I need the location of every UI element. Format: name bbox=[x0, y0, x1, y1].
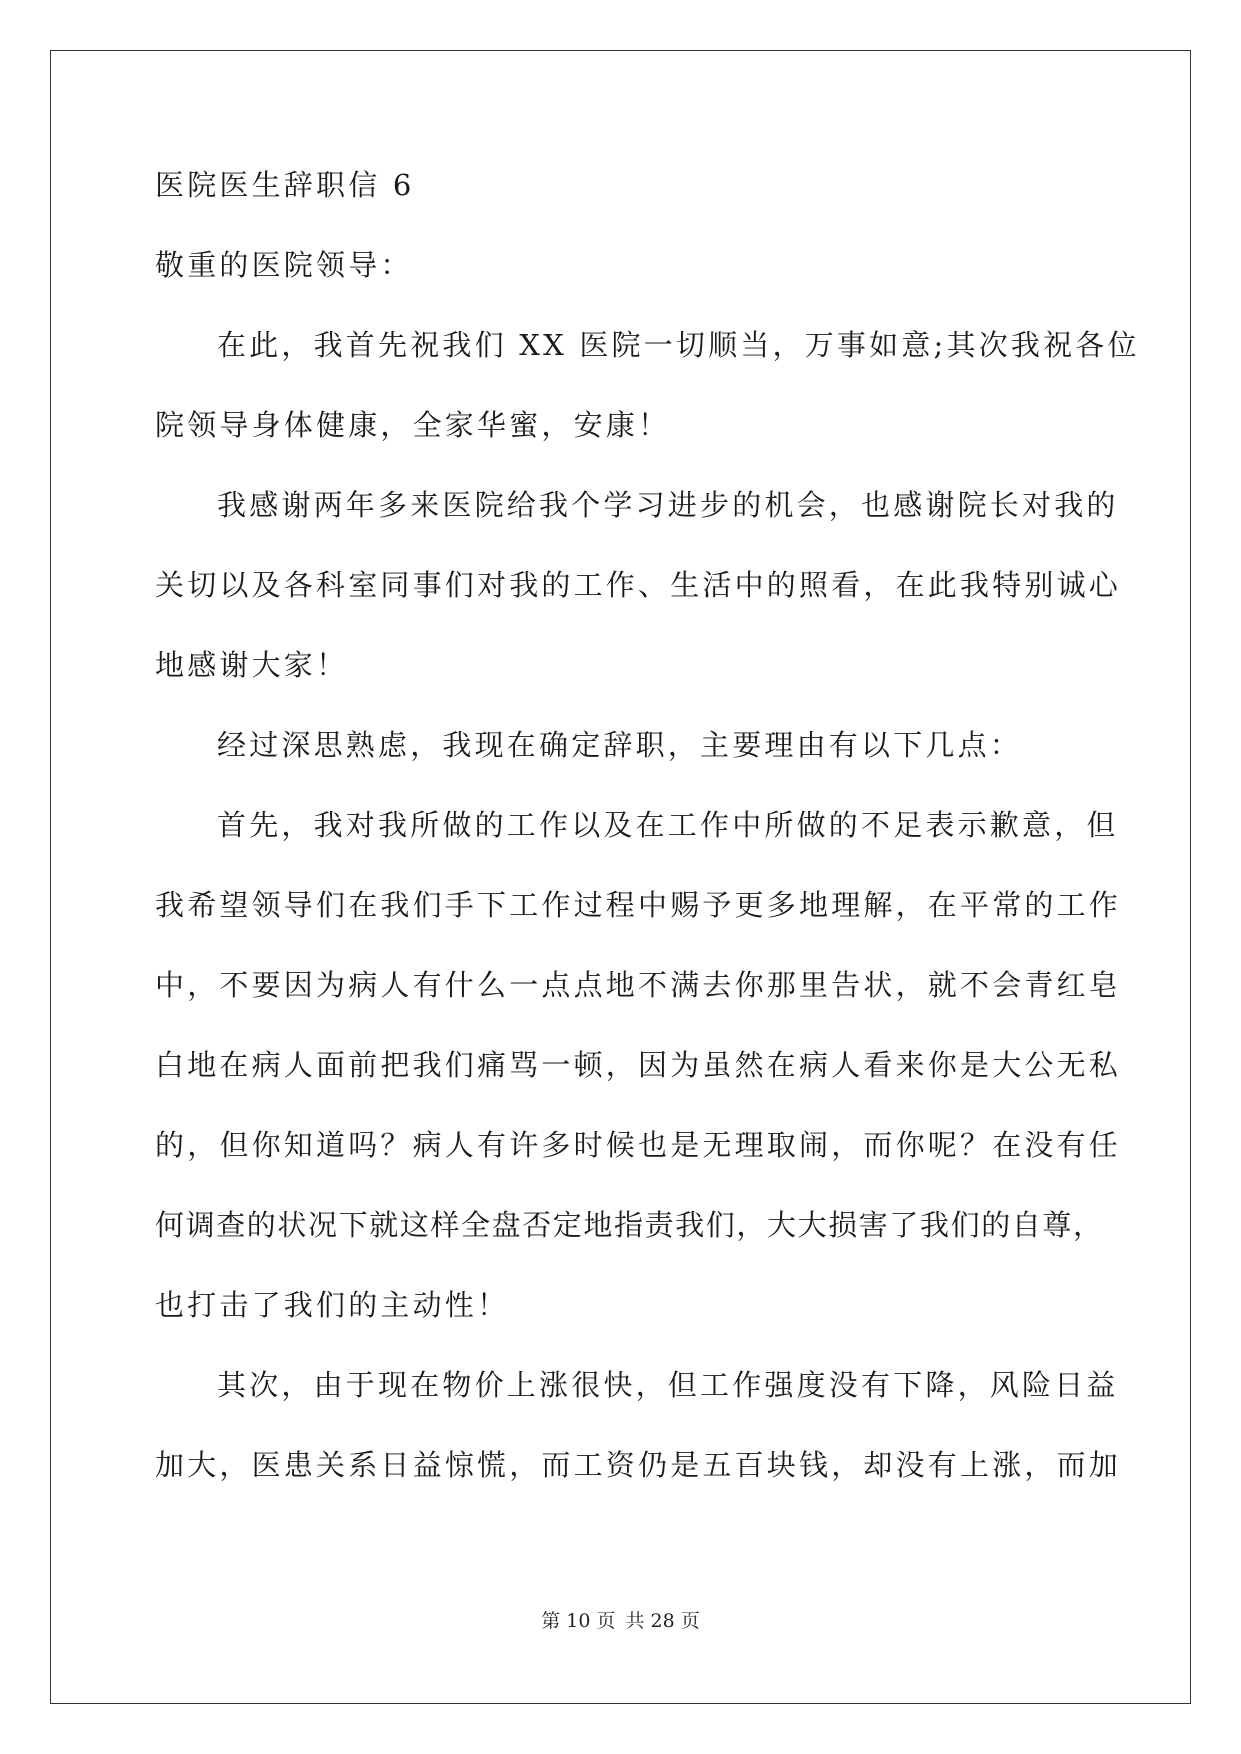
page-number: 第 10 页 bbox=[541, 1610, 616, 1632]
salutation: 敬重的医院领导： bbox=[155, 248, 413, 282]
document-title: 医院医生辞职信 6 bbox=[155, 168, 415, 202]
paragraph-line: 其次，由于现在物价上涨很快，但工作强度没有下降，风险日益 bbox=[217, 1368, 1119, 1402]
paragraph-line: 白地在病人面前把我们痛骂一顿，因为虽然在病人看来你是大公无私 bbox=[155, 1048, 1122, 1082]
paragraph-line: 加大，医患关系日益惊慌，而工资仍是五百块钱，却没有上涨，而加 bbox=[155, 1448, 1122, 1482]
paragraph-line: 我感谢两年多来医院给我个学习进步的机会，也感谢院长对我的 bbox=[217, 488, 1119, 522]
paragraph-line: 经过深思熟虑，我现在确定辞职，主要理由有以下几点： bbox=[217, 728, 1023, 762]
paragraph-line: 关切以及各科室同事们对我的工作、生活中的照看，在此我特别诚心 bbox=[155, 568, 1122, 602]
document-body bbox=[155, 165, 1140, 1525]
paragraph-line: 何调查的状况下就这样全盘否定地指责我们，大大损害了我们的自尊， bbox=[155, 1208, 1104, 1242]
paragraph-line: 的，但你知道吗？病人有许多时候也是无理取闹，而你呢？在没有任 bbox=[155, 1128, 1122, 1162]
paragraph-line: 院领导身体健康，全家华蜜，安康！ bbox=[155, 408, 671, 442]
paragraph-line: 我希望领导们在我们手下工作过程中赐予更多地理解，在平常的工作 bbox=[155, 888, 1122, 922]
paragraph-line: 中，不要因为病人有什么一点点地不满去你那里告状，就不会青红皂 bbox=[155, 968, 1122, 1002]
page-footer bbox=[0, 1609, 1241, 1633]
paragraph-line: 也打击了我们的主动性！ bbox=[155, 1288, 510, 1322]
paragraph-line: 地感谢大家！ bbox=[155, 648, 349, 682]
paragraph-line: 首先，我对我所做的工作以及在工作中所做的不足表示歉意，但 bbox=[217, 808, 1119, 842]
paragraph-line: 在此，我首先祝我们 XX 医院一切顺当，万事如意;其次我祝各位 bbox=[217, 328, 1140, 362]
page-total: 共 28 页 bbox=[625, 1610, 700, 1632]
